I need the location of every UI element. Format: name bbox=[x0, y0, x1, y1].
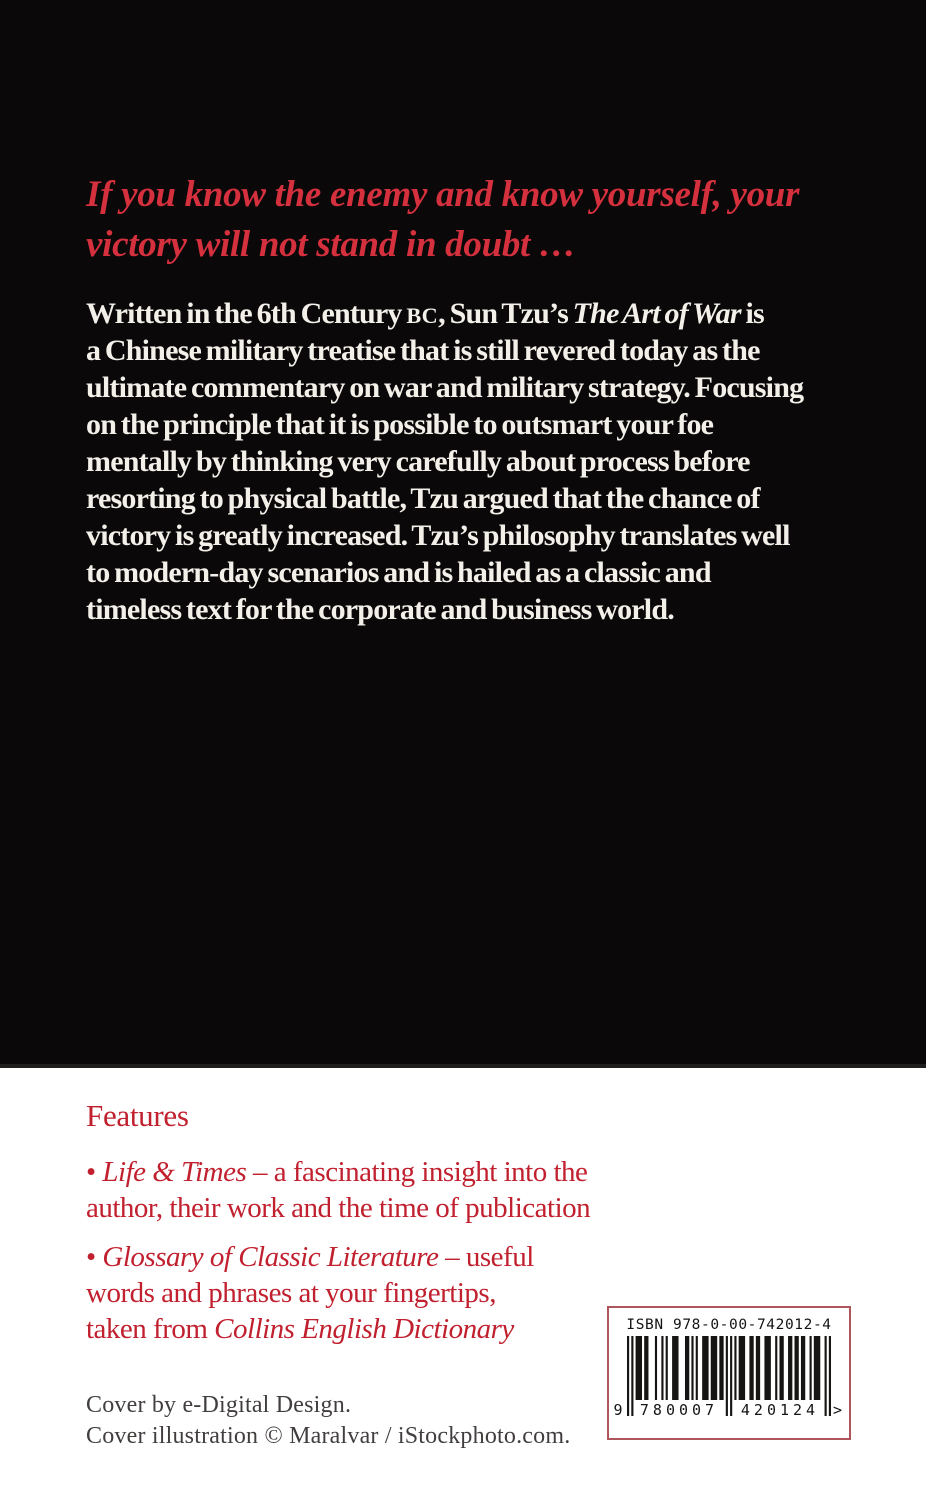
tagline-quote: If you know the enemy and know yourself, your victory will not stand in doubt … bbox=[86, 174, 800, 265]
feature-bullet-glossary: • Glossary of Classic Literature – useful words and phrases at your fingertips, taken from Collins English Dictionary bbox=[86, 1241, 534, 1345]
cover-credits: Cover by e-Digital Design. Cover illustration © Maralvar / iStockphoto.com. bbox=[86, 1392, 571, 1449]
barcode-strip bbox=[613, 1336, 842, 1420]
barcode-end-symbol: > bbox=[832, 1401, 842, 1419]
isbn-barcode-box bbox=[607, 1306, 851, 1440]
isbn-label: ISBN 978-0-00-742012-4 bbox=[626, 1317, 832, 1333]
barcode-right-group: 420124 bbox=[736, 1400, 824, 1420]
synopsis-text: Written in the 6th Century BC, Sun Tzu’s The Art of War is a Chinese military treatise that is still revered today as the ultimate commentary on war and military strategy. Focusing on the principle that it is possible to outsmart your foe mentally by thinking very carefully about process before resorting to physical battle, Tzu argued that the chance of victory is greatly increased. Tzu’s philosophy translates well to modern-day scenarios and is hailed as a classic and timeless text for the corporate and business world. bbox=[86, 297, 804, 626]
barcode-left-group: 780007 bbox=[635, 1400, 723, 1420]
features-heading: Features bbox=[86, 1098, 189, 1133]
feature-bullet-life-and-times: • Life & Times – a fascinating insight into the author, their work and the time of publication bbox=[86, 1156, 591, 1224]
barcode-first-digit: 9 bbox=[613, 1401, 623, 1419]
lower-white-panel bbox=[0, 1068, 926, 1500]
